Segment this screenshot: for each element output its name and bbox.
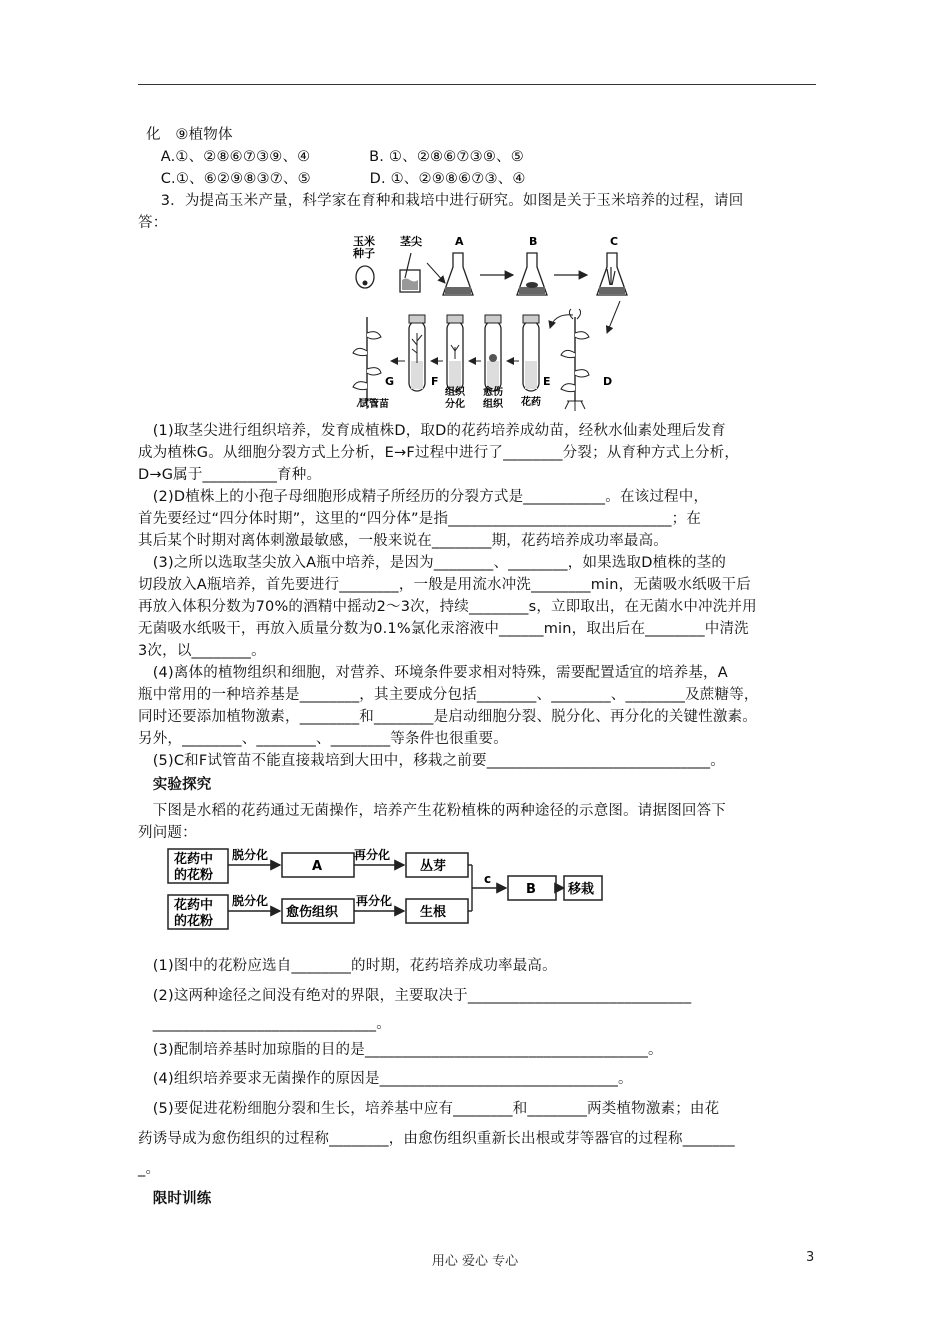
section-heading: 实验探究 <box>138 777 212 793</box>
text-line: (4)离体的植物组织和细胞，对营养、环境条件要求相对特殊，需要配置适宜的培养基，A <box>138 665 728 681</box>
svg-text:B: B <box>526 882 536 897</box>
organ-diff-label: 组织 <box>445 387 465 398</box>
text-line: C.①、⑥②⑨⑧③⑦、⑤ D. ①、②⑨⑧⑥⑦③、④ <box>146 171 526 187</box>
text-line: 再放入体积分数为70%的酒精中摇动2～3次，持续________s，立即取出，在无菌水中冲洗并用 <box>138 599 757 615</box>
callus-label: 组织 <box>483 399 503 410</box>
page-number: 3 <box>806 1250 815 1265</box>
text-line: ______________________________。 <box>138 1016 391 1032</box>
text-line: 列问题： <box>138 825 197 841</box>
svg-text:的花粉: 的花粉 <box>174 868 214 883</box>
figure-corn-culture <box>345 233 645 413</box>
text-line: 3．为提高玉米产量，科学家在育种和栽培中进行研究。如图是关于玉米培养的过程，请回 <box>146 193 744 209</box>
figure-anther-pathways <box>166 845 606 935</box>
label-f: F <box>431 375 439 388</box>
dediff-label: 脱分化 <box>232 848 269 862</box>
text-line: 另外，________、________、________等条件也很重要。 <box>138 731 508 747</box>
dediff-label: 脱分化 <box>232 894 269 908</box>
anther-label: 花药 <box>521 397 541 408</box>
text-line: 其后某个时期对离体刺激最敏感，一般来说在________期，花药培养成功率最高。 <box>138 533 668 549</box>
plant-g <box>353 317 381 409</box>
text-line: (2)D植株上的小孢子母细胞形成精子所经历的分裂方式是___________。在该过程中， <box>138 489 709 505</box>
text-line: (4)组织培养要求无菌操作的原因是________________________________。 <box>138 1071 633 1087</box>
text-line: (2)这两种途径之间没有绝对的界限，主要取决于______________________________ <box>138 988 692 1004</box>
text-line: (1)图中的花粉应选自________的时期，花药培养成功率最高。 <box>138 958 557 974</box>
text-line: D→G属于__________育种。 <box>138 467 322 483</box>
text-line: (3)之所以选取茎尖放入A瓶中培养，是因为________、________，如果选取D植株的茎的 <box>138 555 727 571</box>
label-d: D <box>603 375 613 388</box>
label-e: E <box>543 375 551 388</box>
text-line: 无菌吸水纸吸干，再放入质量分数为0.1%氯化汞溶液中______min，取出后在________中清洗 <box>138 621 749 637</box>
svg-text:花药中: 花药中 <box>174 852 214 867</box>
text-line: 答： <box>138 215 168 231</box>
arrow-c-label: c <box>484 872 492 886</box>
text-line: 3次，以________。 <box>138 643 266 659</box>
label-c: C <box>610 235 619 248</box>
section-heading: 限时训练 <box>138 1191 212 1207</box>
text-line: (5)C和F试管苗不能直接栽培到大田中，移栽之前要______________________________。 <box>138 753 725 769</box>
text-line: 下图是水稻的花药通过无菌操作，培养产生花粉植株的两种途径的示意图。请据图回答下 <box>138 803 726 819</box>
svg-text:的花粉: 的花粉 <box>174 914 214 929</box>
header-rule <box>138 84 816 85</box>
svg-text:生根: 生根 <box>420 905 447 920</box>
text-line: (1)取茎尖进行组织培养，发育成植株D，取D的花药培养成幼苗，经秋水仙素处理后发育 <box>138 423 726 439</box>
text-line: (3)配制培养基时加琼脂的目的是______________________________________。 <box>138 1042 663 1058</box>
footer: 用心 爱心 专心 <box>431 1254 519 1269</box>
seed-label: 玉米 <box>353 235 375 248</box>
text-line: A.①、②⑧⑥⑦③⑨、④ B. ①、②⑧⑥⑦③⑨、⑤ <box>146 149 524 165</box>
label-g: G <box>385 375 395 388</box>
organ-diff-label: 分化 <box>445 399 465 410</box>
svg-text:丛芽: 丛芽 <box>420 859 447 874</box>
svg-text:花药中: 花药中 <box>174 898 214 913</box>
callus-label: 愈伤 <box>483 387 503 398</box>
text-line: 瓶中常用的一种培养基是________，其主要成分包括________、________、________及蔗糖等， <box>138 687 759 703</box>
text-line: 成为植株G。从细胞分裂方式上分析，E→F过程中进行了________分裂；从育种方式上分析， <box>138 445 740 461</box>
text-line: 同时还要添加植物激素，________和________是启动细胞分裂、脱分化、再分化的关键性激素。 <box>138 709 757 725</box>
text-line: 切段放入A瓶培养，首先要进行________，一般是用流水冲洗________min，无菌吸水纸吸干后 <box>138 577 751 593</box>
tube-plantlet-label: 试管苗 <box>359 399 389 410</box>
svg-text:移栽: 移栽 <box>568 882 595 897</box>
text-line: 化 ⑨植物体 <box>146 127 233 143</box>
svg-text:愈伤组织: 愈伤组织 <box>286 905 339 920</box>
text-line: 首先要经过“四分体时期”，这里的“四分体”是指______________________________；在 <box>138 511 702 527</box>
redif-label: 再分化 <box>356 894 393 908</box>
redif-label: 再分化 <box>354 848 391 862</box>
text-line: 药诱导成为愈伤组织的过程称________，由愈伤组织重新长出根或芽等器官的过程称_______ <box>138 1131 735 1147</box>
svg-text:A: A <box>312 859 323 874</box>
text-line: _。 <box>138 1161 161 1177</box>
stem-tip-label: 茎尖 <box>400 235 422 248</box>
plant-d <box>561 309 589 411</box>
seed-label: 种子 <box>353 247 375 260</box>
label-b: B <box>529 235 538 248</box>
text-line: (5)要促进花粉细胞分裂和生长，培养基中应有________和________两类植物激素；由花 <box>138 1101 720 1117</box>
label-a: A <box>455 235 464 248</box>
